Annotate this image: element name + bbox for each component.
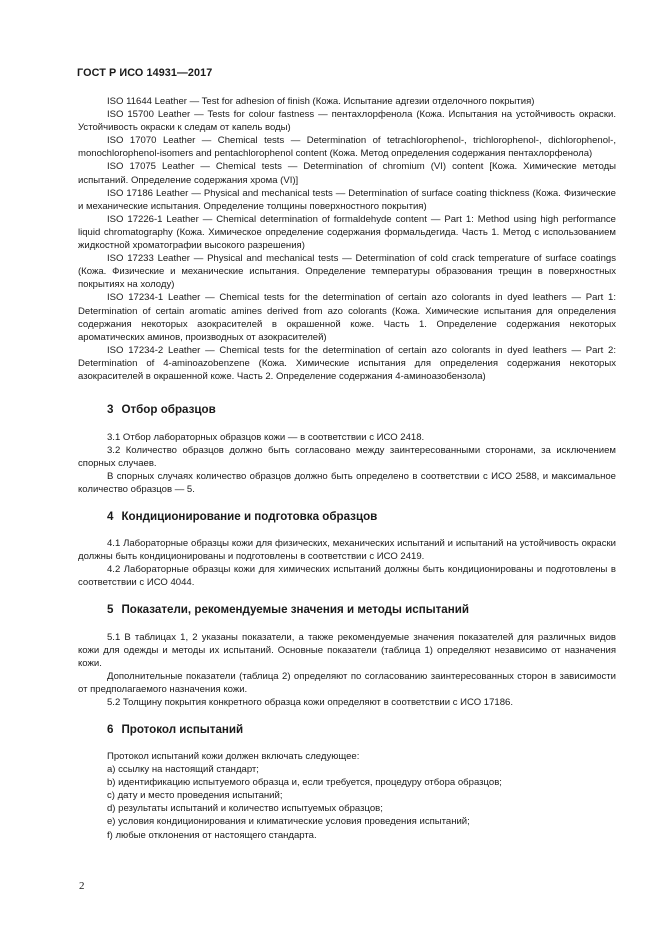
section-5-body xyxy=(78,631,616,710)
section-heading xyxy=(78,603,616,617)
section-5 xyxy=(78,603,616,617)
section-3-body xyxy=(78,431,616,496)
document-header: ГОСТ Р ИСО 14931—2017 xyxy=(77,67,213,79)
section-number: 5 xyxy=(107,603,114,616)
paragraph: 5.1 В таблицах 1, 2 указаны показатели, а также рекомендуемые значения показателей для различных видов кожи для одежды и методы их испытаний. Основные показатели (таблица 1) определяют независимо от назначения кожи. xyxy=(78,632,616,670)
paragraph: Протокол испытаний кожи должен включать следующее: xyxy=(107,751,360,762)
section-4 xyxy=(78,510,616,524)
section-heading xyxy=(78,723,616,737)
list-item: b) идентификацию испытуемого образца и, если требуется, процедуру отбора образцов; xyxy=(107,777,502,789)
reference-item: ISO 17186 Leather — Physical and mechanical tests — Determination of surface coating thickness (Кожа. Физические и механические испытания. Определение толщины поверхностного покрытия) xyxy=(78,187,616,212)
section-number: 4 xyxy=(107,510,114,523)
references-list xyxy=(78,95,616,383)
paragraph: 3.2 Количество образцов должно быть согласовано между заинтересованными сторонами, за исключением спорных случаев. xyxy=(78,445,616,470)
section-title: Протокол испытаний xyxy=(121,723,244,736)
list-item: f) любые отклонения от настоящего стандарта. xyxy=(107,829,317,841)
section-4-body xyxy=(78,537,616,589)
section-title: Показатели, рекомендуемые значения и методы испытаний xyxy=(121,603,469,616)
reference-item: ISO 17226-1 Leather — Chemical determination of formaldehyde content — Part 1: Method using high performance liquid chromatography (Кожа. Химическое определение содержания формальдегида. Часть 1. Метод с использованием жидкостной хроматографии высокого разрешения) xyxy=(78,213,616,252)
list-item: e) условия кондиционирования и климатические условия проведения испытаний; xyxy=(107,816,470,828)
section-title: Кондиционирование и подготовка образцов xyxy=(121,510,378,523)
section-6 xyxy=(78,723,616,737)
page-number: 2 xyxy=(79,880,85,892)
reference-item: ISO 15700 Leather — Tests for colour fastness — пентахлорфенола (Кожа. Испытания на устойчивость окраски. Устойчивость окраски к следам от капель воды) xyxy=(78,109,616,134)
reference-item: ISO 17075 Leather — Chemical tests — Determination of chromium (VI) content [Кожа. Химические методы испытаний. Определение содержания хрома (VI)] xyxy=(78,161,616,186)
paragraph: 5.2 Толщину покрытия конкретного образца кожи определяют в соответствии с ИСО 17186. xyxy=(107,697,513,709)
list-item: c) дату и место проведения испытаний; xyxy=(107,790,283,802)
section-6-body xyxy=(78,750,616,842)
paragraph: В спорных случаях количество образцов должно быть определено в соответствии с ИСО 2588, и максимальное количество образцов — 5. xyxy=(78,471,616,496)
paragraph: 4.2 Лабораторные образцы кожи для химических испытаний должны быть кондиционированы и подготовлены в соответствии с ИСО 4044. xyxy=(78,564,616,589)
reference-item: ISO 17070 Leather — Chemical tests — Determination of tetrachlorophenol-, trichlorophenol-, dichlorophenol-, monochlorophenol-isomers and pentachlorophenol content (Кожа. Метод определения содержания пентахлорфенола) xyxy=(78,135,616,160)
reference-item: ISO 11644 Leather — Test for adhesion of finish (Кожа. Испытание адгезии отделочного покрытия) xyxy=(107,96,535,107)
reference-item: ISO 17234-1 Leather — Chemical tests for the determination of certain azo colorants in dyed leathers — Part 1: Determination of certain aromatic amines derived from azo colorants (Кожа. Химические испытания для определения содержания некоторых азокрасителей в окрашенной коже. Часть 1. Определение содержания некоторых ароматических аминов, производных от азокрасителей) xyxy=(78,292,616,343)
section-number: 6 xyxy=(107,723,114,736)
reference-item: ISO 17233 Leather — Physical and mechanical tests — Determination of cold crack temperature of surface coatings (Кожа. Физические и механические испытания. Определение температуры образования трещин в поверхностных покрытиях на холоду) xyxy=(78,253,616,291)
section-3 xyxy=(78,403,616,417)
list-item: d) результаты испытаний и количество испытуемых образцов; xyxy=(107,803,383,815)
paragraph: 4.1 Лабораторные образцы кожи для физических, механических испытаний и испытаний на устойчивость окраски должны быть кондиционированы и подготовлены в соответствии с ИСО 2419. xyxy=(78,538,616,563)
reference-item: ISO 17234-2 Leather — Chemical tests for the determination of certain azo colorants in dyed leathers — Part 2: Determination of 4-aminoazobenzene (Кожа. Химические испытания для определения содержания некоторых азокрасителей в окрашенной коже. Часть 2. Определение содержания 4-аминоазобензола) xyxy=(78,344,616,382)
section-heading xyxy=(78,510,616,524)
paragraph: Дополнительные показатели (таблица 2) определяют по согласованию заинтересованных сторон в зависимости от предполагаемого назначения кожи. xyxy=(78,671,616,696)
section-title: Отбор образцов xyxy=(121,403,216,416)
paragraph: 3.1 Отбор лабораторных образцов кожи — в соответствии с ИСО 2418. xyxy=(107,432,425,443)
list-item: a) ссылку на настоящий стандарт; xyxy=(107,764,259,776)
section-heading xyxy=(78,403,616,417)
section-number: 3 xyxy=(107,403,114,416)
